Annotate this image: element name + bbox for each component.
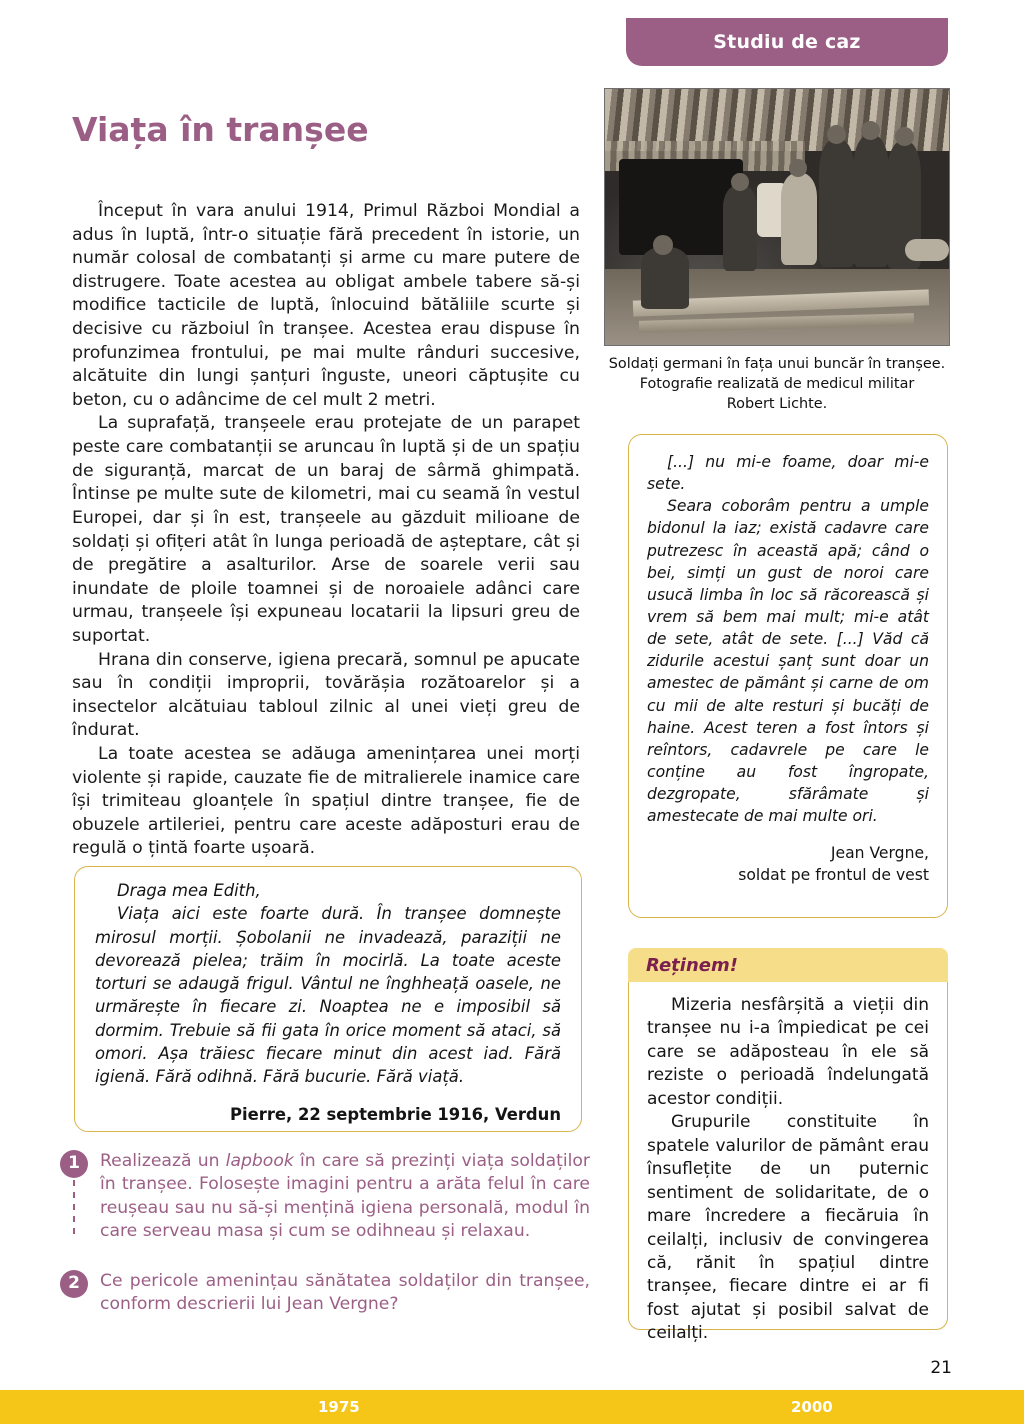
retinem-header — [628, 948, 948, 982]
task-number-2: 2 — [60, 1270, 88, 1298]
quote-author-detail: soldat pe frontul de vest — [738, 866, 929, 885]
body-paragraph-1: Început în vara anului 1914, Primul Război Mondial a adus în luptă, într-o situație fără precedent în istorie, un număr colosal de combatanți și arme cu mare putere de distrugere. Toate acestea au obligat ambele tabere să-și modifice tacticile de luptă, înlocuind bătăliile scurte și decisive cu războiul în tranșee. Acestea erau dispuse în profunzimea frontului, pe mai multe rânduri succesive, alcătuite din lungi șanțuri înguste, uneori căptușite cu beton, cu o adâncime de cel mult 2 metri. — [72, 201, 580, 410]
letter-box — [74, 866, 582, 1132]
tasks-list — [60, 1150, 590, 1330]
task-text-1-before: Realizează un — [100, 1151, 226, 1171]
main-body-text — [72, 200, 580, 861]
timeline-year-1975: 1975 — [318, 1398, 360, 1416]
source-quote-box — [628, 434, 948, 918]
photo-soldier-3 — [853, 135, 889, 267]
case-study-banner-label: Studiu de caz — [713, 31, 861, 53]
retinem-paragraph-2: Grupurile constituite în spatele valurilor de pământ erau însuflețite de un puternic sentiment de solidaritate, de o mare încredere a fiecăruia în ceilalți, inclusiv de convingerea că, rănit în spațiul dintre tranșee, fiecare dintre ei ar fi fost ajutat și posibil salvat de ceilalți. — [647, 1112, 929, 1344]
task-text-1-emphasis: lapbook — [225, 1151, 294, 1171]
photo-caption-line-2: Fotografie realizată de medicul militar — [639, 375, 915, 392]
photo-soldier-3-head — [861, 121, 880, 140]
photo-soldier-seated-left-head — [653, 235, 673, 255]
body-paragraph-2: La suprafață, tranșeele erau protejate de un parapet peste care combatanții se aruncau în luptă și de un spațiu de siguranță, marcat de un baraj de sârmă ghimpată. Întinse pe multe sute de kilometri, mai cu seamă în vestul Europei, dar și în est, tranșeele au găzduit milioane de soldați și ofițeri atât în lunga perioadă de așteptare, cât și de pregătire a asalturilor. Arse de soarele verii sau inundate de ploile toamnei și de noroaiele adânci care urmau, tranșeele își expuneau locatarii la lipsuri greu de suportat. — [72, 413, 580, 646]
retinem-box — [628, 982, 948, 1344]
task-text-1-after: în care să prezinți viața soldaților în tranșee. Folosește imagini pentru a arăta felul în care reușeau sau nu să-și mențină igiena personală, modul în care serveau masa și cum se odihneau și relaxau. — [100, 1151, 590, 1242]
photo-caption-line-1: Soldați germani în fața unui buncăr în tranșee. — [608, 356, 946, 372]
task-item-2 — [60, 1270, 590, 1317]
retinem-paragraph-1: Mizeria nesfârșită a vieții din tranșee nu i-a împiedicat pe cei care se adăposteau în ele să reziste o perioadă îndelungată acestor condiții. — [647, 995, 929, 1109]
photo-seated-man-head — [789, 159, 807, 177]
photo-soldier-1 — [723, 185, 757, 271]
trench-bunker-photo — [604, 88, 950, 346]
letter-salutation: Draga mea Edith, — [117, 881, 261, 900]
body-paragraph-3: Hrana din conserve, igiena precară, somnul pe apucate sau în condiții improprii, tovărășia rozătoarelor și a insectelor alcătuiau tabloul zilnic al unei vieți greu de îndurat. — [72, 649, 580, 741]
task-item-1 — [60, 1150, 590, 1244]
timeline-year-2000: 2000 — [791, 1398, 833, 1416]
quote-paragraph-1: [...] nu mi-e foame, doar mi-e sete. — [647, 453, 929, 494]
retinem-header-label: Reținem! — [646, 954, 738, 976]
quote-paragraph-2: Seara coborâm pentru a umple bidonul la iaz; există cadavre care putrezesc în această apă; când o bei, simți un gust de noroi care usucă limba în loc să răcorească și vrem să bem mai mult; mi-e atât de sete, atât de sete. [...] Văd că zidurile acestui șanț sunt doar un amestec de pământ și carne de om cu mii de alte resturi și bucăți de haine. Acest teren a fost întors și reîntors, cadavrele pe care le conține au fost îngropate, dezgropate, sfărâmate și amestecate de mai multe ori. — [647, 497, 929, 826]
task-connector-dashes — [73, 1180, 75, 1238]
photo-soldier-2 — [819, 139, 855, 267]
body-paragraph-4: La toate acestea se adăuga amenințarea unei morți violente și rapide, cauzate fie de mitralierele inamice care își trimiteau gloanțele în spațiul dintre tranșee, fie de obuzele artileriei, pentru care aceste adăposturi erau de regulă o țintă foarte ușoară. — [72, 744, 580, 859]
photo-soldier-seated-left — [641, 247, 689, 309]
timeline-footer-bar — [0, 1390, 1024, 1424]
task-number-1: 1 — [60, 1150, 88, 1178]
letter-body: Viața aici este foarte dură. În tranșee domnește mirosul morții. Șobolanii ne invadează, paraziții ne devorează pielea; trăim în mocirlă. La toate aceste torturi se adaugă frigul. Vântul ne înghheață oasele, ne urmărește în fiecare zi. Noaptea ne e imposibil să dormim. Trebuie să fii gata în orice moment să ataci, să omori. Așa trăiesc fiecare minut din acest iad. Fără igienă. Fără odihnă. Fără bucurie. Fără viață. — [95, 904, 561, 1087]
photo-caption — [604, 355, 950, 415]
quote-author: Jean Vergne, — [830, 844, 929, 863]
photo-caption-line-3: Robert Lichte. — [726, 395, 828, 412]
page-number: 21 — [930, 1358, 952, 1378]
photo-seated-man — [781, 173, 817, 265]
photo-image — [605, 89, 949, 345]
task-text-2: Ce pericole amenințau sănătatea soldaților din tranșee, conform descrierii lui Jean Vergne? — [100, 1270, 590, 1314]
quote-attribution — [647, 843, 929, 887]
photo-leg — [905, 239, 949, 261]
photo-soldier-4-head — [895, 127, 914, 146]
case-study-banner — [626, 18, 948, 66]
page-title: Viața în tranșee — [72, 110, 369, 150]
photo-soldier-2-head — [827, 125, 846, 144]
letter-attribution: Pierre, 22 septembrie 1916, Verdun — [230, 1104, 561, 1124]
photo-soldier-1-head — [731, 173, 749, 191]
